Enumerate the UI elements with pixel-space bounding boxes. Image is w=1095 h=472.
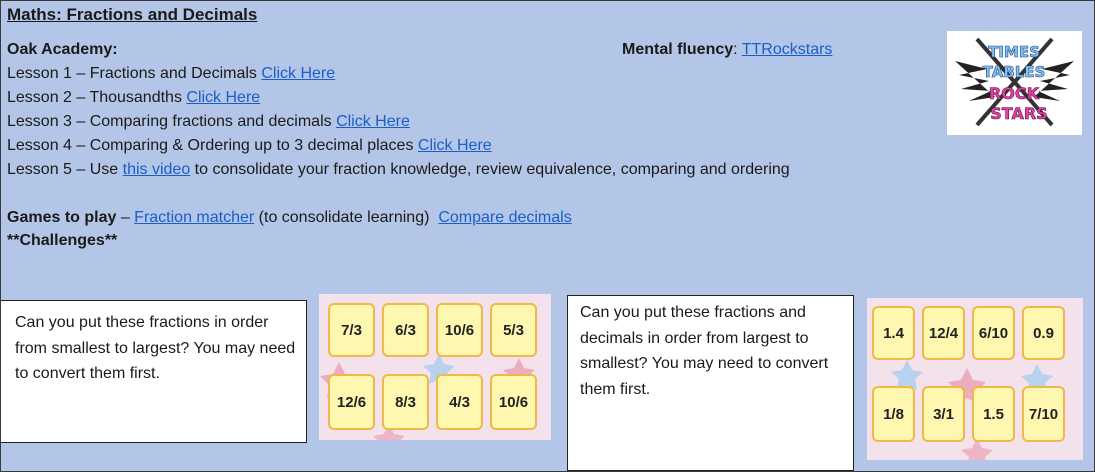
lesson-1-link[interactable]: Click Here xyxy=(261,65,336,82)
compare-decimals-link[interactable]: Compare decimals xyxy=(438,209,572,226)
lesson-2-link[interactable]: Click Here xyxy=(186,89,261,106)
games-middle-text: (to consolidate learning) xyxy=(254,209,439,226)
lesson-5-text: Lesson 5 – Use xyxy=(7,161,123,178)
fraction-card: 10/6 xyxy=(436,303,483,357)
lesson-2 xyxy=(7,89,260,107)
lesson-4-link[interactable]: Click Here xyxy=(417,137,492,154)
challenge-2-box xyxy=(567,295,854,471)
page-title: Maths: Fractions and Decimals xyxy=(7,5,258,24)
fraction-card: 4/3 xyxy=(436,374,483,430)
decimal-card: 3/1 xyxy=(922,386,965,442)
mental-fluency-sep: : xyxy=(733,41,742,58)
lesson-5 xyxy=(7,161,790,179)
lesson-1-text: Lesson 1 – Fractions and Decimals xyxy=(7,65,262,82)
games-dash: – xyxy=(116,209,135,226)
fraction-cards-image xyxy=(319,294,551,440)
fraction-matcher-link[interactable]: Fraction matcher xyxy=(134,209,255,226)
lesson-1 xyxy=(7,65,335,83)
ttrockstars-link[interactable]: TTRockstars xyxy=(741,41,833,58)
fraction-card: 7/3 xyxy=(328,303,375,357)
decimal-card: 0.9 xyxy=(1022,306,1065,360)
svg-text:TIMES: TIMES xyxy=(988,43,1040,61)
challenge-1-box xyxy=(0,300,307,443)
svg-text:TABLES: TABLES xyxy=(982,63,1046,81)
decimal-card: 6/10 xyxy=(972,306,1015,360)
lesson-5-text-after: to consolidate your fraction knowledge, review equivalence, comparing and ordering xyxy=(190,161,790,178)
svg-text:ROCK: ROCK xyxy=(988,84,1040,103)
decimal-card: 12/4 xyxy=(922,306,965,360)
mental-fluency-label: Mental fluency xyxy=(622,41,734,58)
fraction-card: 12/6 xyxy=(328,374,375,430)
lesson-5-video-link[interactable]: this video xyxy=(122,161,191,178)
challenges-heading: **Challenges** xyxy=(7,232,118,249)
challenge-1-text: Can you put these fractions in order from smallest to largest? You may need to convert them first. xyxy=(15,314,296,382)
games-label: Games to play xyxy=(7,209,117,226)
decimal-card: 1.4 xyxy=(872,306,915,360)
challenge-2-text: Can you put these fractions and decimals in order from largest to smallest? You may need to convert them first. xyxy=(580,304,829,398)
games-to-play xyxy=(7,209,572,227)
lesson-3-text: Lesson 3 – Comparing fractions and decimals xyxy=(7,113,337,130)
ttrockstars-logo[interactable] xyxy=(947,31,1082,135)
oak-academy-label: Oak Academy: xyxy=(7,41,118,58)
fraction-card: 8/3 xyxy=(382,374,429,430)
decimal-card: 1/8 xyxy=(872,386,915,442)
fraction-card: 10/6 xyxy=(490,374,537,430)
lesson-3 xyxy=(7,113,410,131)
mental-fluency xyxy=(622,41,832,59)
decimal-card: 1.5 xyxy=(972,386,1015,442)
rockstars-logo-icon xyxy=(947,31,1082,135)
lesson-3-link[interactable]: Click Here xyxy=(336,113,410,130)
fraction-card: 6/3 xyxy=(382,303,429,357)
lesson-4-text: Lesson 4 – Comparing & Ordering up to 3 decimal places xyxy=(7,137,418,154)
decimal-cards-image xyxy=(867,298,1083,460)
fraction-card: 5/3 xyxy=(490,303,537,357)
lesson-2-text: Lesson 2 – Thousandths xyxy=(7,89,187,106)
lesson-4 xyxy=(7,137,492,155)
svg-text:STARS: STARS xyxy=(990,104,1048,123)
decimal-card: 7/10 xyxy=(1022,386,1065,442)
